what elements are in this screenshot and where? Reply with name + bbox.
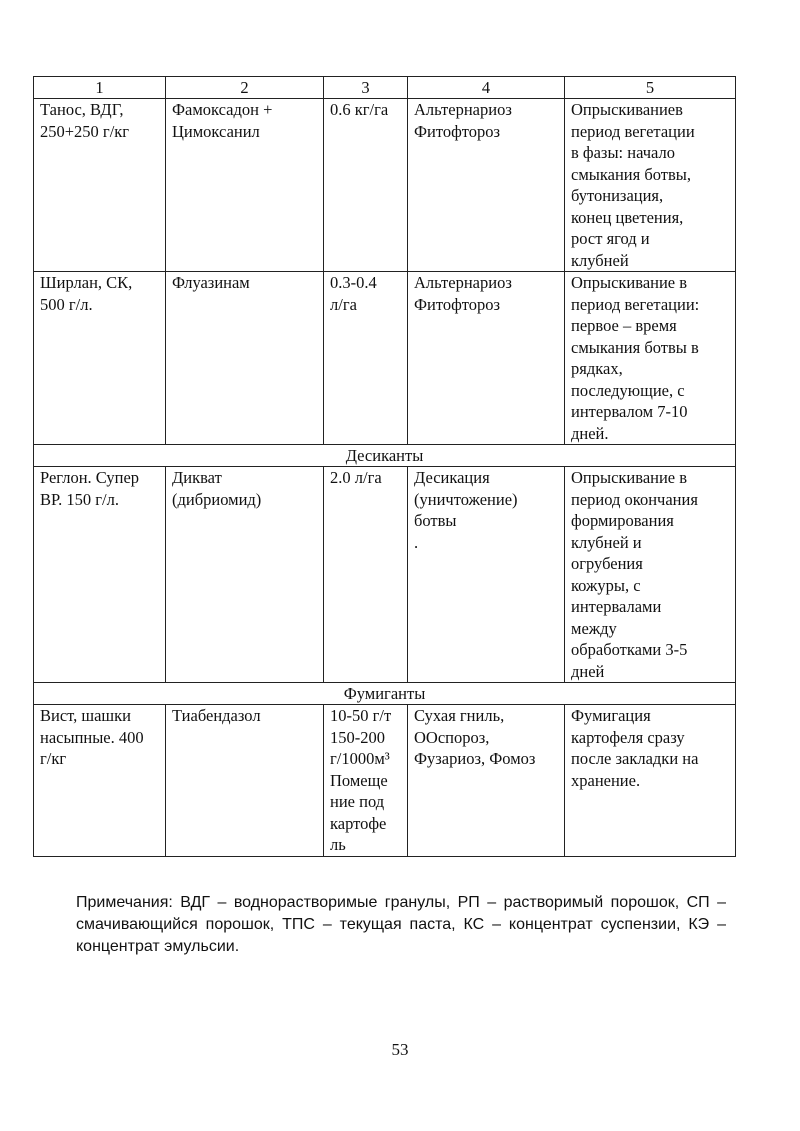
table-header-row bbox=[34, 77, 736, 99]
pesticide-table bbox=[33, 76, 736, 857]
table-cell: Альтернариоз Фитофтороз bbox=[408, 272, 565, 445]
table-cell: 0.6 кг/га bbox=[324, 99, 408, 272]
table-cell: Опрыскивание в период окончания формирования клубней и огрубения кожуры, с интервалами между обработками 3-5 дней bbox=[565, 467, 736, 683]
table-cell: Реглон. Супер ВР. 150 г/л. bbox=[34, 467, 166, 683]
table-cell: Дикват (дибриомид) bbox=[166, 467, 324, 683]
column-header: 3 bbox=[324, 77, 408, 99]
table-cell: Танос, ВДГ, 250+250 г/кг bbox=[34, 99, 166, 272]
table-cell: 0.3-0.4 л/га bbox=[324, 272, 408, 445]
section-heading: Десиканты bbox=[34, 445, 736, 467]
table-cell: Фумигация картофеля сразу после закладки на хранение. bbox=[565, 705, 736, 857]
table-row bbox=[34, 467, 736, 683]
column-header: 1 bbox=[34, 77, 166, 99]
section-heading: Фумиганты bbox=[34, 683, 736, 705]
table-cell: Десикация (уничтожение) ботвы . bbox=[408, 467, 565, 683]
section-row-fumigants bbox=[34, 683, 736, 705]
table-cell: 2.0 л/га bbox=[324, 467, 408, 683]
table-cell: Сухая гниль, ООспороз, Фузариоз, Фомоз bbox=[408, 705, 565, 857]
table-cell: Опрыскиваниев период вегетации в фазы: начало смыкания ботвы, бутонизация, конец цветения, рост ягод и клубней bbox=[565, 99, 736, 272]
table-cell: 10-50 г/т 150-200 г/1000м³ Помеще ние под картофе ль bbox=[324, 705, 408, 857]
table-row bbox=[34, 705, 736, 857]
table-cell: Вист, шашки насыпные. 400 г/кг bbox=[34, 705, 166, 857]
table-cell: Фамоксадон + Цимоксанил bbox=[166, 99, 324, 272]
section-row-desiccants bbox=[34, 445, 736, 467]
table-cell: Опрыскивание в период вегетации: первое – время смыкания ботвы в рядках, последующие, с интервалом 7-10 дней. bbox=[565, 272, 736, 445]
column-header: 5 bbox=[565, 77, 736, 99]
table-cell: Ширлан, СК, 500 г/л. bbox=[34, 272, 166, 445]
column-header: 2 bbox=[166, 77, 324, 99]
page-number: 53 bbox=[391, 1040, 409, 1059]
column-header: 4 bbox=[408, 77, 565, 99]
table-row bbox=[34, 272, 736, 445]
table-row bbox=[34, 99, 736, 272]
abbreviations-note: Примечания: ВДГ – воднорастворимые гранулы, РП – растворимый порошок, СП – смачивающийся порошок, ТПС – текущая паста, КС – концентрат суспензии, КЭ – концентрат эмульсии. bbox=[76, 894, 726, 955]
table-cell: Альтернариоз Фитофтороз bbox=[408, 99, 565, 272]
table-cell: Тиабендазол bbox=[166, 705, 324, 857]
table-cell: Флуазинам bbox=[166, 272, 324, 445]
